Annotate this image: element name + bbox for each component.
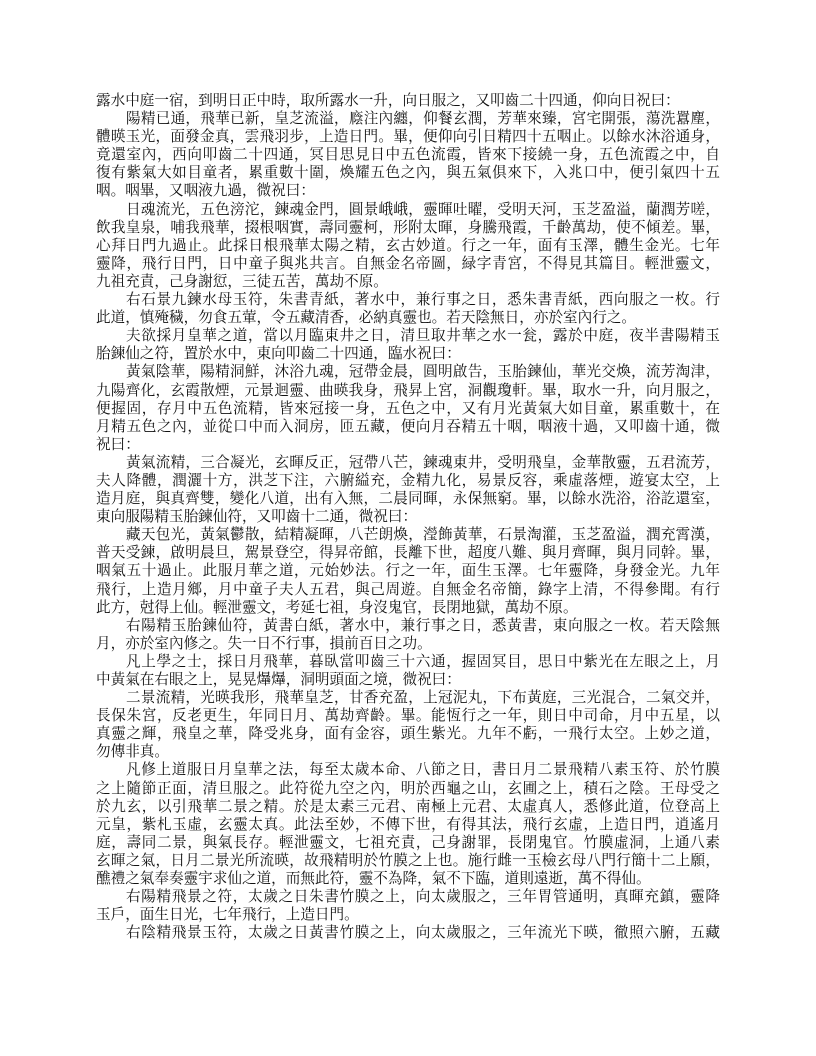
- text-line: 心拜日門九過止。此採日根飛華太陽之精，玄古妙道。行之一年，面有玉澤，體生金光。七年: [96, 236, 720, 254]
- paragraph: [96, 363, 720, 453]
- paragraph: [96, 110, 720, 200]
- text-line: 飲我皇泉，哺我飛華，掇根咽實，壽同靈柯，形附太暉，身騰飛霞，千齡萬劫，使不傾差。畢，: [96, 218, 720, 236]
- paragraph: [96, 617, 720, 653]
- text-line: 夫欲採月皇華之道，當以月臨東井之日，清旦取井華之水一瓮，露於中庭，夜半書陽精玉: [126, 327, 720, 345]
- text-line: 竟還室內，西向叩齒二十四通，冥目思見日中五色流霞，皆來下接繞一身，五色流霞之中，自: [96, 146, 720, 164]
- text-line: 此道，慎殗穢，勿食五葷，令五藏清香，必納真靈也。若天陰無日，亦於室內行之。: [96, 309, 636, 327]
- text-line: 之上隨節正面，清旦服之。此符從九空之內，明於西龜之山，玄圃之上，積石之陰。王母受之: [96, 779, 720, 797]
- text-line: 月精五色之內，並從口中而入洞房，匝五藏，便向月吞精五十咽，咽液十過，又叩齒十通，微: [96, 417, 720, 435]
- paragraph: [96, 888, 720, 924]
- text-line: 右陰精飛景玉符，太歲之日黃書竹膜之上，向太歲服之，三年流光下暎，徹照六腑，五藏: [126, 924, 720, 942]
- text-line: 日魂流光，五色滂沱，鍊魂金門，圓景峨峨，靈暉吐曜，受明天河，玉芝盈溢，蘭潤芳嗟，: [126, 200, 720, 218]
- text-line: 夫人降體，潤灑十方，洪芝下注，六腑縊充，金精九化，易景反容，乘虛落煙，遊宴太空，上: [96, 471, 720, 489]
- text-line: 此方，尅得上仙。輕泄靈文，考延七祖，身沒鬼官，長閉地獄，萬劫不原。: [96, 598, 578, 616]
- paragraph: [96, 924, 720, 942]
- text-line: 右陽精飛景之符，太歲之日朱書竹膜之上，向太歲服之，三年胃管通明，真暉充鎮，靈降: [126, 888, 720, 906]
- paragraph: [96, 291, 720, 327]
- text-line: 咽。咽畢，又咽液九過，微祝曰：: [96, 182, 315, 200]
- text-line: 造月庭，與真齊雙，變化八道，出有入無，二晨同暉，永保無窮。畢，以餘水洗浴，浴訖還室，: [96, 490, 720, 508]
- paragraph: [96, 653, 720, 689]
- text-line: 普天受鍊，啟明晨旦，駕景登空，得昇帝館，長離下世，超度八難、與月齊暉，與月同幹。畢，: [96, 544, 720, 562]
- text-line: 祝曰：: [96, 435, 140, 453]
- text-line: 體暎玉光，面發金真，雲飛羽步，上造日門。畢，便仰向引日精四十五咽止。以餘水沐浴通身，: [96, 128, 720, 146]
- text-line: 勿傳非真。: [96, 743, 169, 761]
- paragraph: [96, 454, 720, 526]
- text-line: 東向服陽精玉胎鍊仙符，又叩齒十二通，微祝曰：: [96, 508, 418, 526]
- text-line: 於九玄，以引飛華二景之精。於是太素三元君、南極上元君、太虛真人，悉修此道，位登高上: [96, 797, 720, 815]
- text-line: 右陽精玉胎鍊仙符，黃書白紙，著水中，兼行事之日，悉黃書，東向服之一枚。若天陰無: [126, 616, 720, 634]
- text-line: 真靈之輝，飛皇之華，降受兆身，面有金容，頭生紫光。九年不虧，一飛行太空。上妙之道，: [96, 725, 720, 743]
- paragraph: [96, 327, 720, 363]
- text-line: 咽氣五十過止。此服月華之道，元始妙法。行之一年，面生玉澤。七年靈降，身發金光。九年: [96, 562, 720, 580]
- paragraph: [96, 689, 720, 761]
- text-line: 靈降，飛行日門，日中童子與兆共言。自無金名帝圖，緑字青宮，不得見其篇目。輕泄靈文，: [96, 254, 720, 272]
- text-line: 玉戶，面生日光，七年飛行，上造日門。: [96, 906, 359, 924]
- text-line: 復有紫氣大如目童者，累重數十圍，煥耀五色之內，與五氣俱來下，入兆口中，便引氣四十五: [96, 164, 720, 182]
- text-line: 月，亦於室內修之。失一日不行事，損前百日之功。: [96, 634, 432, 652]
- paragraph: [96, 761, 720, 888]
- text-line: 庭，壽同二景，與氣長存。輕泄靈文，七祖充責，己身謝罪，長閉鬼官。竹膜虛洞，上通八素: [96, 833, 720, 851]
- text-line: 右石景九鍊水母玉符，朱書青紙，著水中，兼行事之日，悉朱書青紙，西向服之一枚。行: [126, 291, 720, 309]
- text-line: 凡修上道服日月皇華之法，每至太歲本命、八節之日，書日月二景飛精八素玉符、於竹膜: [126, 761, 720, 779]
- text-line: 元皇，紫札玉虛，玄靈太真。此法至妙，不傳下世，有得其法，飛行玄虛，上造日門，逍遙月: [96, 815, 720, 833]
- text-line: 便握固，存月中五色流精，皆來冠接一身，五色之中，又有月光黃氣大如目童，累重數十，在: [96, 399, 720, 417]
- text-line: 黃氣流精，三合凝光，玄暉反正，冠帶八芒，鍊魂東井，受明飛皇，金華散靈，五君流芳，: [126, 453, 720, 471]
- text-line: 二景流精，光暎我形，飛華皇芝，甘香充盈，上冠泥丸，下布黃庭，三光混合，二氣交并，: [126, 689, 720, 707]
- text-line: 玄暉之氣，日月二景光所流暎，故飛精明於竹膜之上也。施行雌一玉檢玄母八門行簡十二上願，: [96, 851, 720, 869]
- text-line: 黃氣陰華，陽精洞鮮，沐浴九魂，冠帶金晨，圓明啟告，玉胎鍊仙，華光交煥，流芳淘津，: [126, 363, 720, 381]
- paragraph: [96, 201, 720, 291]
- text-line: 醮禮之氣奉奏靈宇求仙之道，而無此符，靈不為降，氣不下臨，道則遠逝，萬不得仙。: [96, 870, 651, 888]
- text-line: 飛行，上造月鄉，月中童子夫人五君，與己周遊。自無金名帝簡，錄字上清，不得參聞。有行: [96, 580, 720, 598]
- text-line: 長保朱宮，反老更生，年同日月、萬劫齊齡。畢。能恆行之一年，則日中司命，月中五星，以: [96, 707, 720, 725]
- paragraph: [96, 92, 720, 110]
- text-line: 九陽齊化，玄霞散煙，元景迴靈、曲暎我身，飛昇上宮，洞觀瓊軒。畢，取水一升，向月服之，: [96, 381, 720, 399]
- document-body: [96, 92, 720, 942]
- text-line: 凡上學之士，採日月飛華，暮臥當叩齒三十六通，握固冥目，思日中紫光在左眼之上，月: [126, 652, 720, 670]
- paragraph: [96, 526, 720, 616]
- text-line: 藏天包光，黃氣鬱散，結精凝暉，八芒朗煥，瀅飾黃華，石景淘灌，玉芝盈溢，潤充霄漢，: [126, 526, 720, 544]
- text-line: 胎鍊仙之符，置於水中，東向叩齒二十四通，臨水祝曰：: [96, 345, 461, 363]
- text-line: 中黃氣在右眼之上，晃晃爗爗，洞明頭面之境，微祝曰：: [96, 671, 461, 688]
- text-line: 陽精已通，飛華已新，皇芝流溢，廕注內纏，仰餐玄潤，芳華來臻，宮宅開張，蕩洗囂塵，: [126, 110, 720, 128]
- text-line: 九祖充責，己身謝愆，三徒五苦，萬劫不原。: [96, 272, 388, 290]
- text-line: 露水中庭一宿，到明日正中時，取所露水一升，向日服之，又叩齒二十四通，仰向日祝曰：: [96, 92, 680, 109]
